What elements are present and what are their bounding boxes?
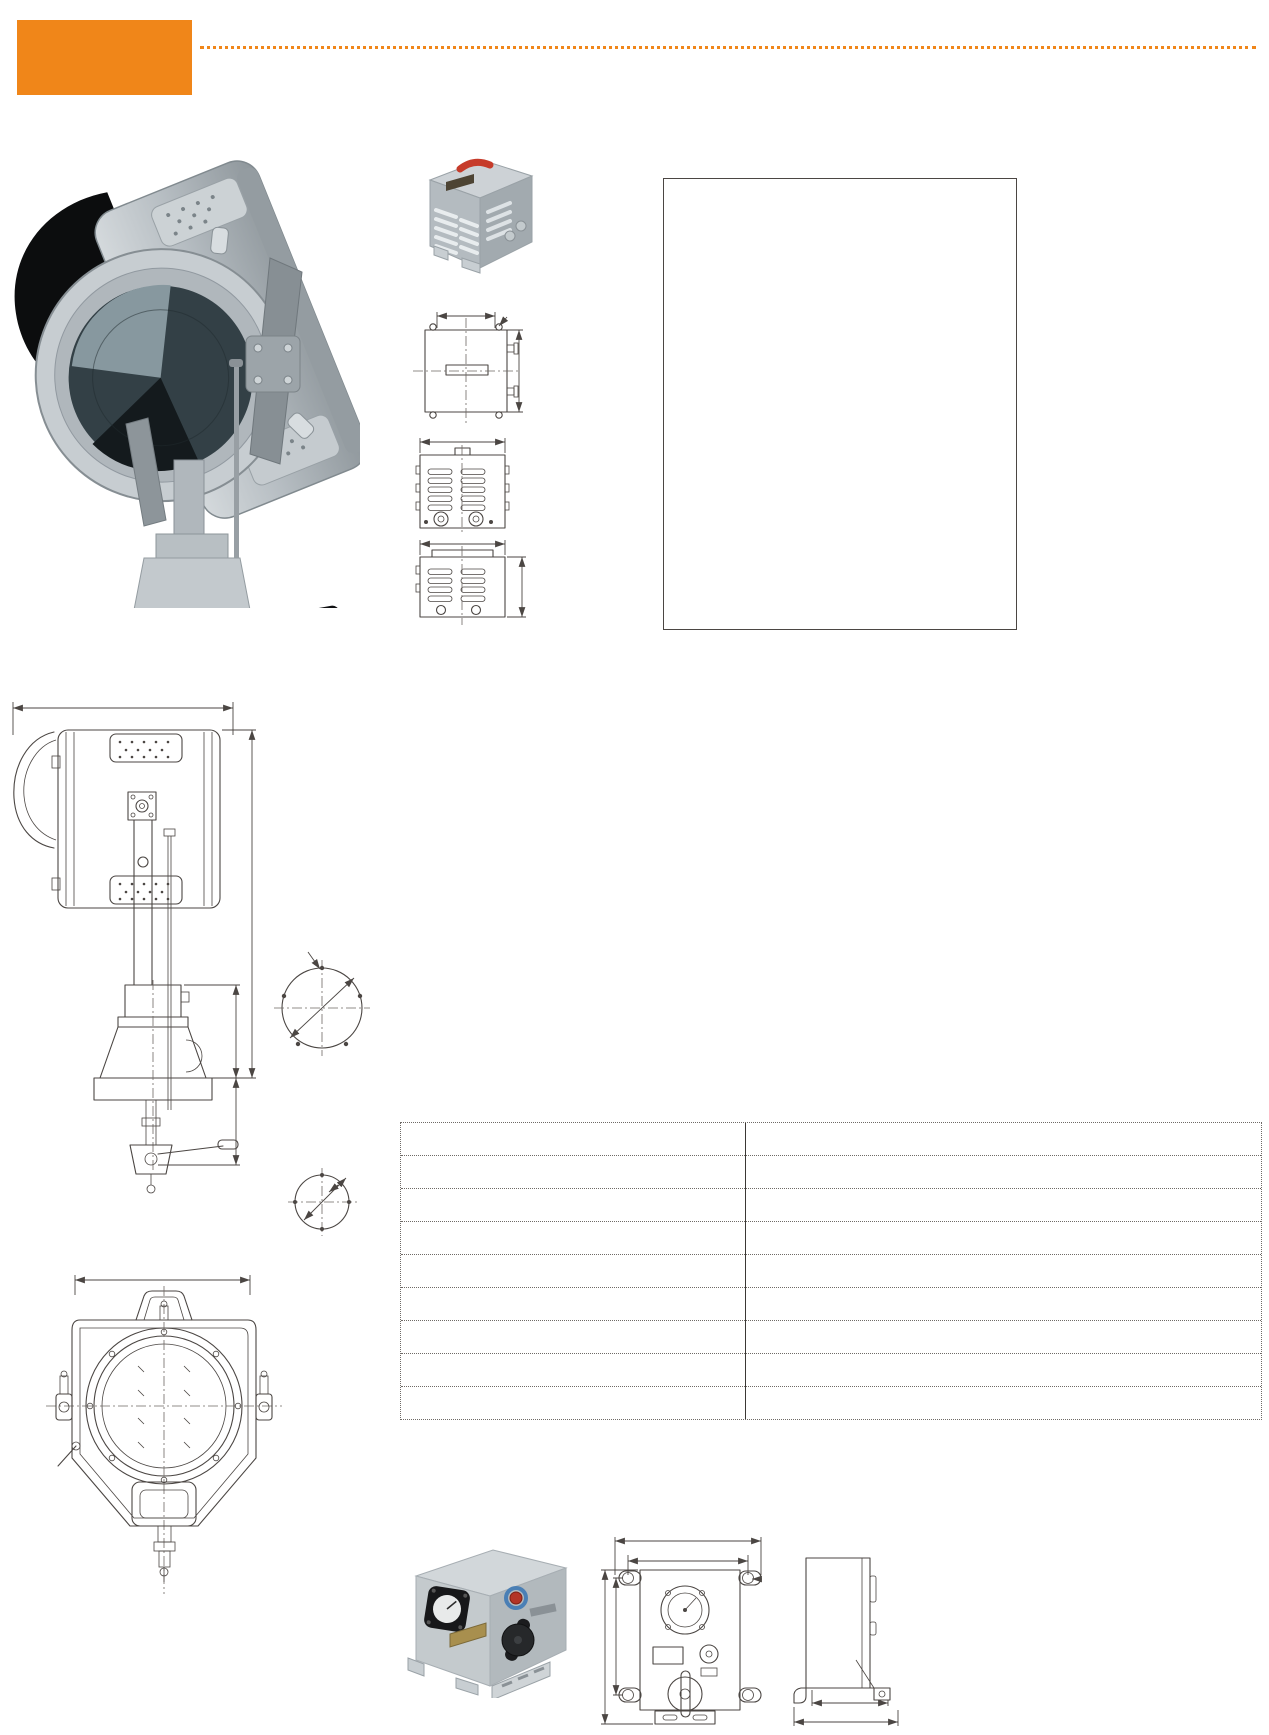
intensity-distribution-chart <box>663 178 1017 630</box>
spec-value <box>746 1321 1262 1354</box>
chart-canvas <box>664 179 1016 629</box>
red-button <box>510 1592 522 1604</box>
spec-label <box>401 1387 746 1420</box>
spec-value <box>746 1288 1262 1321</box>
spec-label <box>401 1255 746 1288</box>
support-column <box>174 460 204 536</box>
searchlight-side-view-drawing <box>8 640 380 1240</box>
spec-label <box>401 1354 746 1387</box>
spec-value <box>746 1189 1262 1222</box>
spec-value <box>746 1156 1262 1189</box>
ballast-box-photo <box>420 150 542 278</box>
spec-row-voltage <box>401 1123 1261 1156</box>
control-box-description <box>872 1572 1264 1574</box>
pivot-block <box>246 336 300 392</box>
spec-table <box>400 1122 1262 1420</box>
spec-label <box>401 1321 746 1354</box>
spec-value <box>746 1354 1262 1387</box>
dotted-divider <box>200 46 1256 49</box>
spec-value <box>746 1222 1262 1255</box>
spec-row-luminous-flux <box>401 1222 1261 1255</box>
spec-label <box>401 1288 746 1321</box>
spec-label <box>401 1156 746 1189</box>
spec-value <box>746 1387 1262 1420</box>
spec-label <box>401 1189 746 1222</box>
ballast-box-drawings <box>395 298 580 628</box>
spec-label <box>401 1222 746 1255</box>
pedestal <box>122 558 262 608</box>
searchlight-photo <box>8 128 360 608</box>
spec-row-power <box>401 1156 1261 1189</box>
spec-row-cable-diameter <box>401 1321 1261 1354</box>
description-sections <box>383 664 1265 669</box>
spec-row-annex <box>401 1387 1261 1420</box>
control-box-side-drawing <box>790 1540 920 1730</box>
model-badge <box>17 20 192 95</box>
spec-label <box>401 1123 746 1156</box>
searchlight-front-view-drawing <box>40 1250 370 1610</box>
spec-value <box>746 1255 1262 1288</box>
spec-row-weight <box>401 1354 1261 1387</box>
control-box-photo <box>398 1538 578 1698</box>
spec-row-illuminant <box>401 1189 1261 1222</box>
spec-row-protection-class <box>401 1288 1261 1321</box>
control-box-front-drawing <box>585 1525 825 1725</box>
spec-value <box>746 1123 1262 1156</box>
spec-row-lamp-holder <box>401 1255 1261 1288</box>
